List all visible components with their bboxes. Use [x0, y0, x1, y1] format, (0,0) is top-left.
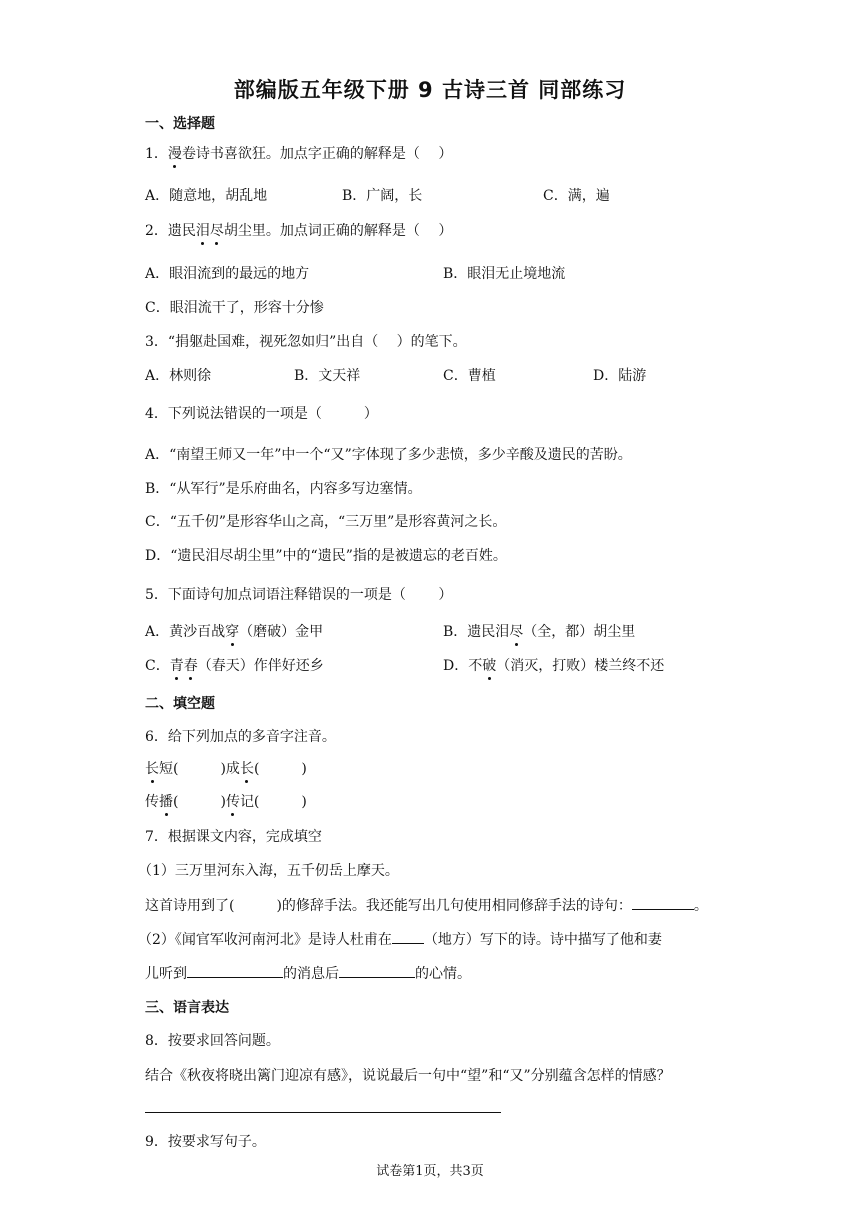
question-9-stem: 9．按要求写句子。 [145, 1134, 266, 1150]
question-7-part-1-poem: （1）三万里河东入海，五千仞岳上摩天。 [138, 863, 399, 879]
question-text: 2．遗民 [145, 223, 196, 239]
question-1-option-c: C．满，遍 [543, 188, 610, 204]
plain-char: 传 [145, 794, 159, 810]
question-7-part-1-line [145, 895, 708, 916]
question-7-part-2-line-2 [145, 963, 471, 984]
question-3-stem: 3．“捐躯赴国难，视死忽如归”出自（ ）的笔下。 [145, 334, 467, 350]
question-8-body: 结合《秋夜将晓出篱门迎凉有感》，说说最后一句中“望”和“又”分别蕴含怎样的情感？ [145, 1068, 671, 1084]
question-1-option-a: A．随意地，胡乱地 [145, 188, 268, 204]
question-1-option-b: B．广阔，长 [342, 188, 423, 204]
fill-text: （2）《闻官军收河南河北》是诗人杜甫在 [138, 932, 392, 948]
question-4-stem: 4．下列说法错误的一项是（ ） [145, 406, 378, 422]
dotted-char: 长 [239, 761, 254, 777]
page-title: 部编版五年级下册 9 古诗三首 同部练习 [233, 78, 627, 102]
question-7-part-2-line-1 [138, 929, 662, 950]
answer-blank[interactable] [392, 929, 424, 944]
section-heading-expression: 三、语言表达 [145, 1000, 229, 1016]
dotted-char: 青 [169, 658, 184, 674]
question-6-stem: 6．给下列加点的多音字注音。 [145, 729, 336, 745]
answer-line[interactable] [145, 1112, 501, 1113]
question-5-stem: 5．下面诗句加点词语注释错误的一项是（ ） [145, 587, 453, 603]
question-2-option-b: B．眼泪无止境地流 [443, 266, 566, 282]
dotted-char: 破 [482, 658, 497, 674]
question-3-option-c: C．曹植 [443, 368, 496, 384]
option-text: A．黄沙百战 [145, 624, 226, 640]
question-number: 1． [145, 146, 168, 162]
option-text: （磨破）金甲 [239, 624, 324, 640]
dotted-char: 穿 [225, 624, 240, 640]
dotted-char: 传 [225, 794, 240, 810]
pinyin-blank-text: ( ) [173, 794, 226, 810]
dotted-char: 播 [159, 794, 173, 810]
pinyin-blank-text: 短( )成 [159, 761, 240, 777]
fill-text: 的消息后 [283, 966, 339, 982]
fill-text: 儿听到 [145, 966, 187, 982]
answer-blank[interactable] [339, 963, 415, 978]
question-2-option-c: C．眼泪流干了，形容十分惨 [145, 300, 324, 316]
option-text: B．遗民泪 [443, 624, 510, 640]
question-4-option-c: C．“五千仞”是形容华山之高，“三万里”是形容黄河之长。 [145, 514, 507, 530]
question-5-option-c [145, 656, 324, 676]
question-6-row-1 [145, 759, 307, 779]
question-2-stem [145, 221, 452, 241]
question-8-stem: 8．按要求回答问题。 [145, 1033, 280, 1049]
question-7-stem: 7．根据课文内容，完成填空 [145, 829, 322, 845]
option-text: （春天）作伴好还乡 [197, 658, 324, 674]
question-4-option-d: D．“遗民泪尽胡尘里”中的“遗民”指的是被遗忘的老百姓。 [145, 548, 507, 564]
section-heading-fill: 二、填空题 [145, 696, 215, 712]
question-4-option-a: A．“南望王师又一年”中一个“又”字体现了多少悲愤，多少辛酸及遗民的苦盼。 [145, 447, 632, 463]
question-5-option-b [443, 622, 635, 642]
dotted-char: 春 [183, 658, 198, 674]
section-heading-choice: 一、选择题 [145, 116, 215, 132]
pinyin-blank-text: ( ) [253, 761, 307, 777]
dotted-char: 泪 [195, 223, 210, 239]
fill-text: 。 [693, 898, 708, 914]
fill-text: 这首诗用到了( )的修辞手法。我还能写出几句使用相同修辞手法的诗句： [145, 898, 632, 914]
option-text: （全，都）胡尘里 [523, 624, 636, 640]
option-text: D．不 [443, 658, 483, 674]
dotted-char: 尽 [509, 624, 524, 640]
dotted-char: 漫 [167, 146, 182, 162]
question-2-option-a: A．眼泪流到的最远的地方 [145, 266, 310, 282]
question-3-option-b: B．文天祥 [294, 368, 361, 384]
question-4-option-b: B．“从军行”是乐府曲名，内容多写边塞情。 [145, 481, 422, 497]
option-text: （消灭，打败）楼兰终不还 [496, 658, 665, 674]
answer-blank[interactable] [187, 963, 283, 978]
question-text: 卷诗书喜欲狂。加点字正确的解释是（ ） [181, 146, 453, 162]
question-3-option-d: D．陆游 [593, 368, 647, 384]
question-text: 胡尘里。加点词正确的解释是（ ） [223, 223, 453, 239]
pinyin-blank-text: 记( ) [239, 794, 307, 810]
question-5-option-a [145, 622, 323, 642]
dotted-char: 尽 [209, 223, 224, 239]
question-1-stem [145, 144, 452, 164]
question-6-row-2 [145, 792, 307, 812]
page-footer: 试卷第1页，共3页 [376, 1164, 484, 1179]
fill-text: 的心情。 [415, 966, 471, 982]
question-5-option-d [443, 656, 664, 676]
dotted-char: 长 [145, 761, 159, 777]
answer-blank[interactable] [632, 895, 694, 910]
fill-text: （地方）写下的诗。诗中描写了他和妻 [423, 932, 662, 948]
option-text: C． [145, 658, 170, 674]
question-3-option-a: A．林则徐 [145, 368, 212, 384]
